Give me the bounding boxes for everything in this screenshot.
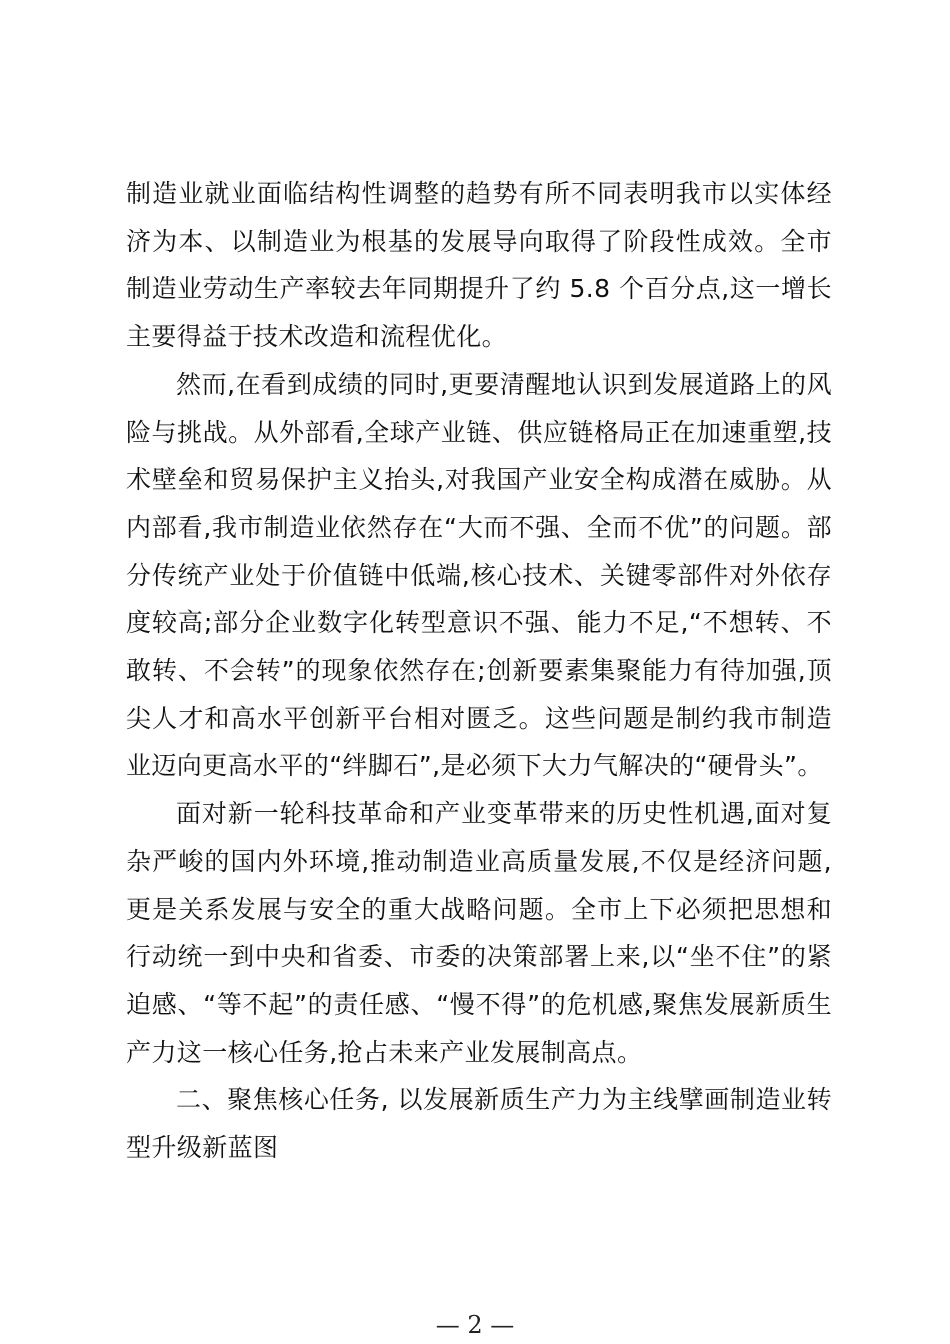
paragraph-opportunities: 面对新一轮科技革命和产业变革带来的历史性机遇,面对复杂严峻的国内外环境,推动制造业高质量发展,不仅是经济问题,更是关系发展与安全的重大战略问题。全市上下必须把思想和行动统一到中央和省委、市委的决策部署上来,以“坐不住”的紧迫感、“等不起”的责任感、“慢不得”的危机感,聚焦发展新质生产力这一核心任务,抢占未来产业发展制高点。 — [126, 799, 832, 1067]
section-heading: 二、聚焦核心任务, 以发展新质生产力为主线擘画制造业转型升级新蓝图 — [126, 1085, 832, 1163]
page-number: — 2 — — [435, 1311, 515, 1339]
paragraph-risks-challenges: 然而,在看到成绩的同时,更要清醒地认识到发展道路上的风险与挑战。从外部看,全球产业链、供应链格局正在加速重塑,技术壁垒和贸易保护主义抬头,对我国产业安全构成潜在威胁。从内部看,我市制造业依然存在“大而不强、全而不优”的问题。部分传统产业处于价值链中低端,核心技术、关键零部件对外依存度较高;部分企业数字化转型意识不强、能力不足,“不想转、不敢转、不会转”的现象依然存在;创新要素集聚能力有待加强,顶尖人才和高水平创新平台相对匮乏。这些问题是制约我市制造业迈向更高水平的“绊脚石”,是必须下大力气解决的“硬骨头”。 — [126, 369, 832, 781]
paragraph-continued: 制造业就业面临结构性调整的趋势有所不同表明我市以实体经济为本、以制造业为根基的发展导向取得了阶段性成效。全市制造业劳动生产率较去年同期提升了约 5.8 个百分点,这一增长主要得益于技术改造和流程优化。 — [126, 179, 832, 352]
document-body — [126, 170, 832, 1172]
